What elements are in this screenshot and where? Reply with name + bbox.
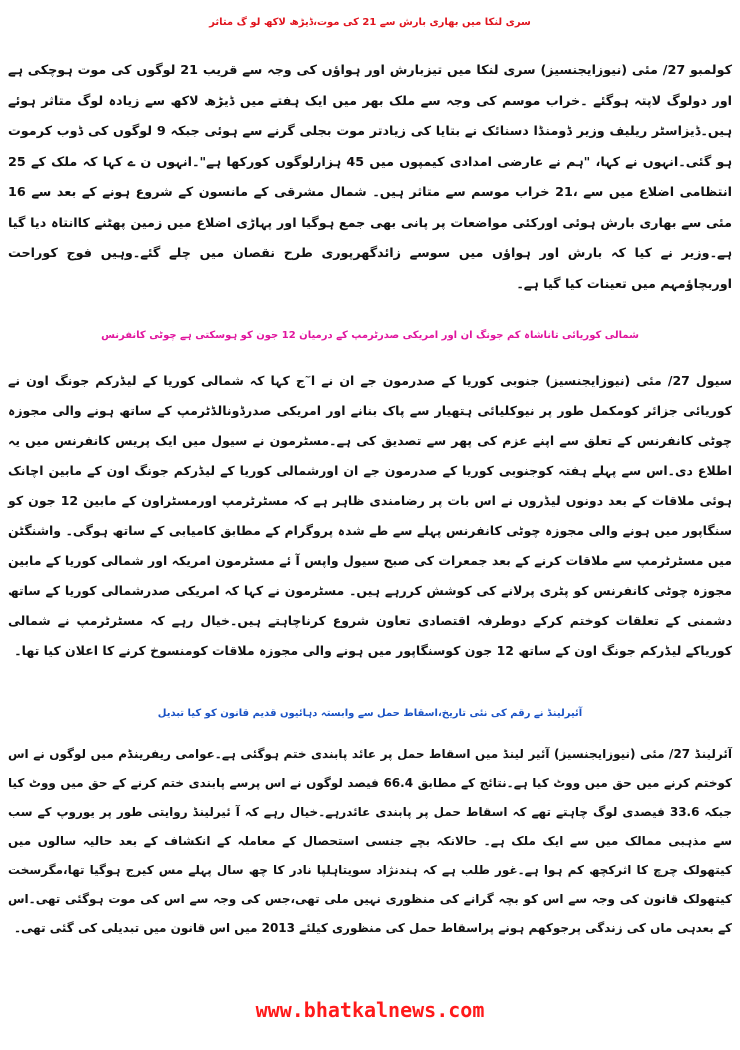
- article-2-text: سیول 27/ مئی (نیوزایجنسیز) جنوبی کوریا کے صدرمون جے ان نے ا ٓج کہا کہ شمالی کوریا کے لیڈرکم جونگ اون نے کوریائی جزائر کومکمل طور پر نیوکلیائی ہتھیار سے پاک بنانے اور امریکی صدرڈونالڈٹرمپ کے ساتھ ہونے والی مجوزہ چوٹی کانفرنس کے تعلق سے اپنے عزم کی پھر سے تصدیق کی ہے۔مسٹرمون نے سیول میں ایک پریس کانفرنس میں یہ اطلاع دی۔اس سے پہلے ہفتہ کوجنوبی کوریا کے صدرمون جے ان اورشمالی کوریا کے لیڈرکم جونگ اون کے مابین اچانک ہوئی ملاقات کے بعد دونوں لیڈروں نے اس بات پر رضامندی ظاہر ہے کہ مسٹرٹرمپ اورمسٹراون کے مابین 12 جون کو سنگاپور میں ہونے والی مجوزہ چوٹی کانفرنس پہلے سے طے شدہ پروگرام کے مطابق کامیابی کے ساتھ ہوگی۔ واشنگٹن میں مسٹرٹرمپ سے ملاقات کرنے کے بعد جمعرات کی صبح سیول واپس آ ئے مسٹرمون امریکہ اور شمالی کوریا کے مابین مجوزہ چوٹی کانفرنس کو پٹری پرلانے کی کوشش کررہے ہیں۔ مسٹرمون نے کہا کہ امریکی صدرشمالی کوریا کے ساتھ دشمنی کے تعلقات کوختم کرکے دوطرفہ اقتصادی تعاون شروع کرناچاہتے ہیں۔خیال رہے کہ مسٹرٹرمپ نے شمالی کوریاکے لیڈرکم جونگ اون کے ساتھ 12 جون کوسنگاپور میں ہونے والی مجوزہ ملاقات کومنسوخ کرنے کا اعلان کیا تھا۔: [8, 373, 732, 658]
- website-url[interactable]: www.bhatkalnews.com: [255, 998, 485, 1022]
- article-2-body: [8, 366, 732, 666]
- article-3-text: آئرلینڈ 27/ مئی (نیوزایجنسیز) آئیر لینڈ میں اسقاط حمل پر عائد پابندی ختم ہوگئی ہے۔عوامی ریفرینڈم میں لوگوں نے اس کوختم کرنے میں حق میں ووٹ کیا ہے۔نتائج کے مطابق 66.4 فیصد لوگوں نے اس پرسے پابندی ختم کرنے کے حق میں ووٹ کیا جبکہ 33.6 فیصدی لوگ چاہتے تھے کہ اسقاط حمل پر پابندی عائدرہے۔خیال رہے کہ آ ئیرلینڈ روایتی طور پر یوروپ کے سب سے مذہبی ممالک میں سے ایک ملک ہے۔ حالانکہ بچے جنسی استحصال کے معاملہ کے انکشاف کے بعد حالیہ سالوں میں کیتھولک چرچ کا اثرکچھ کم ہوا ہے۔غور طلب ہے کہ ہندنژاد سویتاہلپا نادر کا چھ سال پہلے مس کیرج ہوگیا تھا،مگرسخت کیتھولک قانون کی وجہ سے اس کو بچہ گرانے کی منظوری نہیں ملی تھی،جس کی وجہ سے اس کی موت ہوگئی تھی۔اس کے بعدہی ماں کی زندگی پرجوکھم ہونے پراسقاط حمل کی منظوری کیلئے 2013 میں اس قانون میں تبدیلی کی گئی تھی۔: [8, 747, 733, 935]
- article-1-body: [8, 56, 732, 300]
- article-3-headline: آئیرلینڈ نے رقم کی نئی تاریخ،اسقاط حمل سے وابستہ دہائیوں قدیم قانون کو کیا تبدیل: [157, 708, 583, 719]
- article-3-body: [8, 740, 732, 943]
- article-2-headline: شمالی کوریائی تاناشاہ کم جونگ ان اور امریکی صدرٹرمپ کے درمیان 12 جون کو ہوسکتی ہے چوٹی کانفرنس: [101, 330, 639, 341]
- article-1-headline: سری لنکا میں بھاری بارش سے 21 کی موت،ڈیڑھ لاکھ لو گ متاثر: [209, 17, 531, 28]
- article-1-text: کولمبو 27/ مئی (نیوزایجنسیز) سری لنکا میں تیزبارش اور ہواؤں کی وجہ سے قریب 21 لوگوں کی موت ہوچکی ہے اور دولوگ لاپتہ ہوگئے ۔خراب موسم کی وجہ سے ملک بھر میں ایک ہفتے میں ڈیڑھ لاکھ سے زیادہ لوگ متاثر ہوئے ہیں۔ڈیزاسٹر ریلیف وزیر ڈومنڈا دسنائک نے بتایا کی زیادتر موت بجلی گرنے سے ہوئی جبکہ 9 لوگوں کی ڈوب کرموت ہو گئی۔انہوں نے کہا، "ہم نے عارضی امدادی کیمپوں میں 45 ہزارلوگوں کورکھا ہے"۔انہوں ن ے کہا کہ ملک کے 25 انتظامی اضلاع میں سے ،21 خراب موسم سے متاثر ہیں۔ شمال مشرقی کے مانسون کے شروع ہونے کے بعد سے 16 مئی سے بھاری بارش ہوئی اورکئی مواضعات پر پانی بھی جمع ہوگیا اور پہاڑی اضلاع میں زمین پھٹنے کاانتاہ دیا گیا ہے۔وزیر نے کیا کہ بارش اور ہواؤں میں سوسے زائدگھرپوری طرح نقصان میں چلے گئے۔وہیں فوج کوراحت اوربچاؤمہم میں تعینات کیا گیا ہے۔: [8, 63, 732, 292]
